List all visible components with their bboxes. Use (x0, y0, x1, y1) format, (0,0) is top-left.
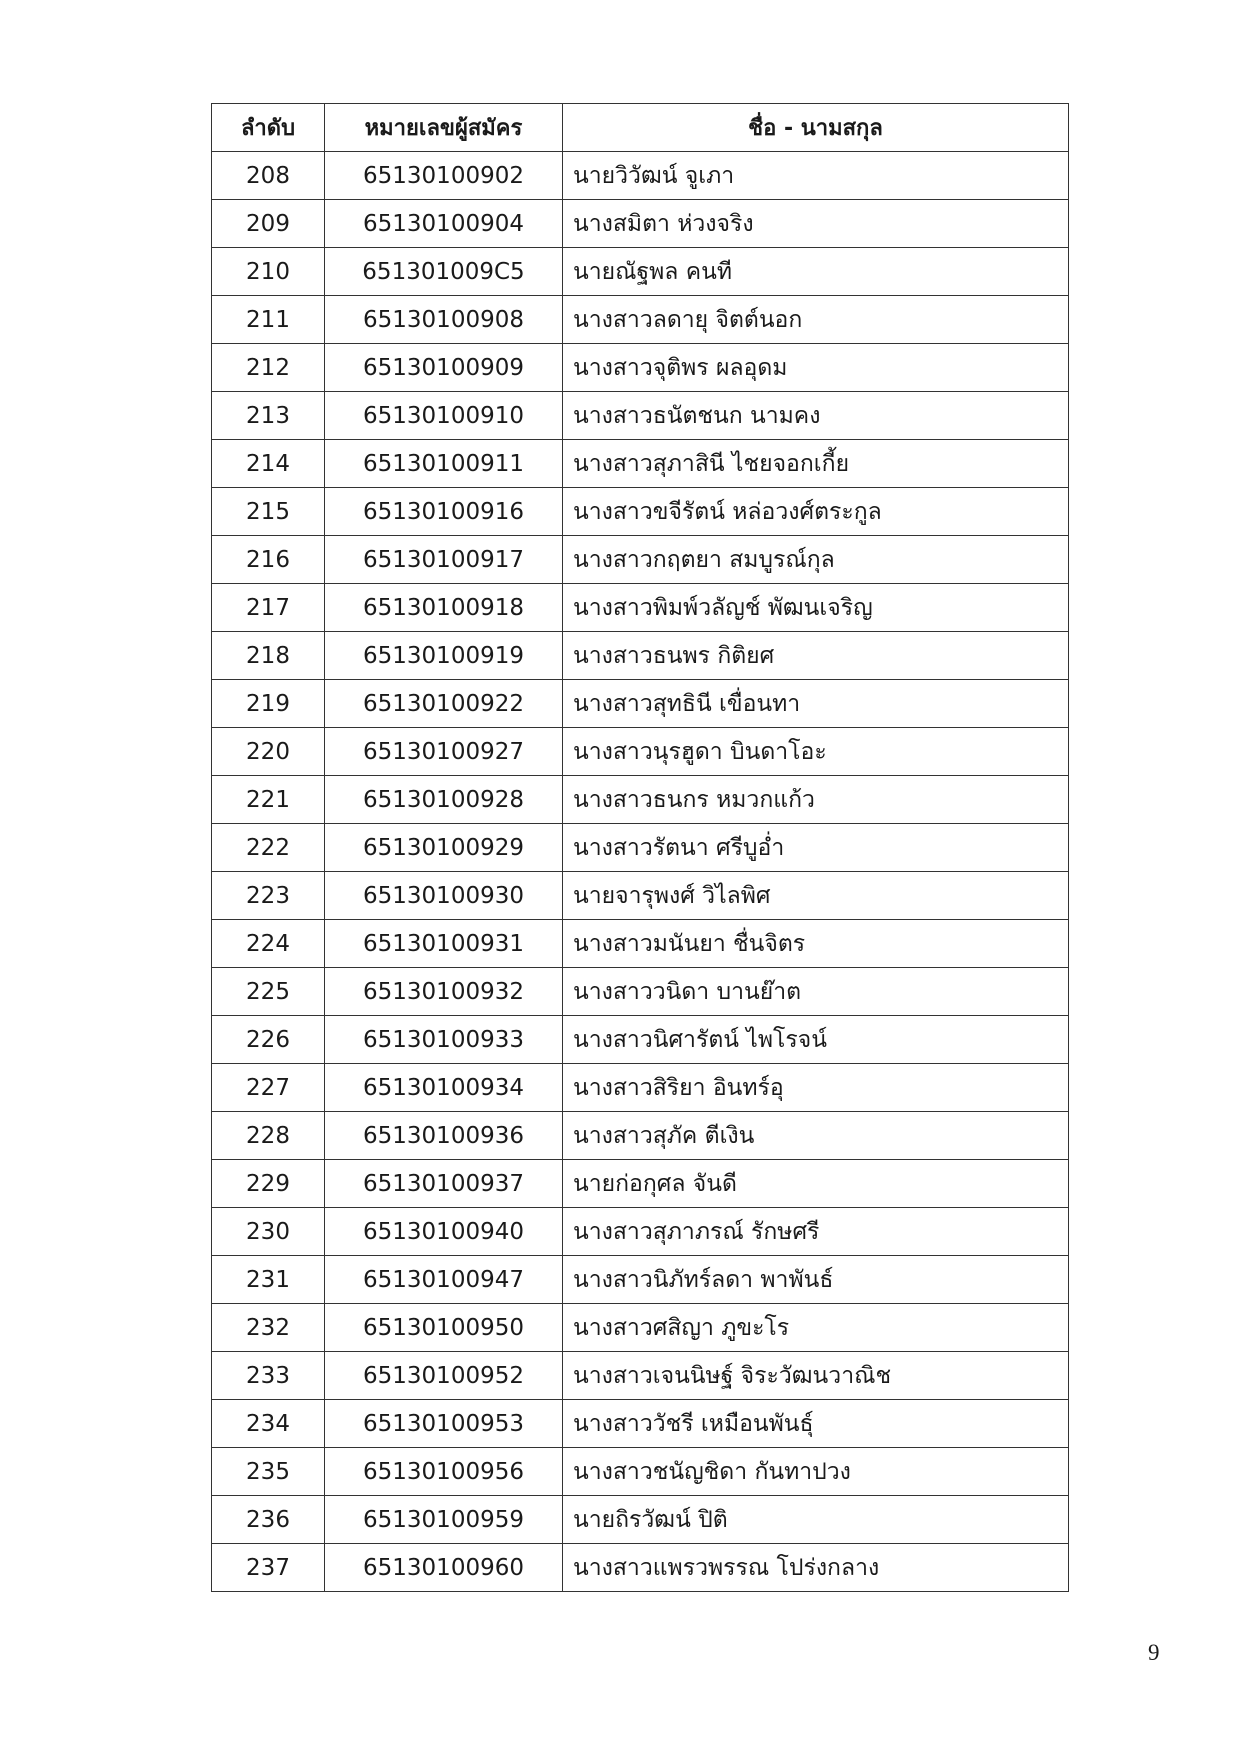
row-applicant-id: 651301009C5 (325, 248, 563, 296)
row-applicant-id: 65130100919 (325, 632, 563, 680)
row-applicant-id: 65130100952 (325, 1352, 563, 1400)
row-seq: 227 (212, 1064, 325, 1112)
row-seq: 231 (212, 1256, 325, 1304)
applicant-table (211, 103, 1069, 1592)
row-applicant-id: 65130100930 (325, 872, 563, 920)
row-applicant-id: 65130100902 (325, 152, 563, 200)
row-applicant-id: 65130100953 (325, 1400, 563, 1448)
table-row (212, 1208, 1069, 1256)
row-full-name: นายณัฐพล คนที (563, 248, 1069, 296)
table-row (212, 920, 1069, 968)
table-row (212, 728, 1069, 776)
table-row (212, 488, 1069, 536)
table-row (212, 1256, 1069, 1304)
header-applicant-id: หมายเลขผู้สมัคร (325, 104, 563, 152)
row-applicant-id: 65130100937 (325, 1160, 563, 1208)
row-seq: 220 (212, 728, 325, 776)
row-full-name: นางสาวธนัตชนก นามคง (563, 392, 1069, 440)
row-applicant-id: 65130100932 (325, 968, 563, 1016)
table-body (212, 152, 1069, 1592)
row-full-name: นางสาวเจนนิษฐ์ จิระวัฒนวาณิช (563, 1352, 1069, 1400)
table-row (212, 968, 1069, 1016)
row-seq: 211 (212, 296, 325, 344)
row-seq: 219 (212, 680, 325, 728)
table-row (212, 680, 1069, 728)
table-row (212, 296, 1069, 344)
row-full-name: นายวิวัฒน์ จูเภา (563, 152, 1069, 200)
table-row (212, 1448, 1069, 1496)
row-applicant-id: 65130100931 (325, 920, 563, 968)
row-applicant-id: 65130100936 (325, 1112, 563, 1160)
row-full-name: นางสาวพิมพ์วลัญช์ พัฒนเจริญ (563, 584, 1069, 632)
table-row (212, 344, 1069, 392)
row-applicant-id: 65130100950 (325, 1304, 563, 1352)
row-seq: 230 (212, 1208, 325, 1256)
row-full-name: นายถิรวัฒน์ ปิติ (563, 1496, 1069, 1544)
table-row (212, 1496, 1069, 1544)
row-applicant-id: 65130100934 (325, 1064, 563, 1112)
table-row (212, 200, 1069, 248)
row-applicant-id: 65130100928 (325, 776, 563, 824)
row-seq: 216 (212, 536, 325, 584)
row-seq: 221 (212, 776, 325, 824)
table-row (212, 1160, 1069, 1208)
row-seq: 235 (212, 1448, 325, 1496)
row-full-name: นางสาวนิภัทร์ลดา พาพันธ์ (563, 1256, 1069, 1304)
row-applicant-id: 65130100910 (325, 392, 563, 440)
row-applicant-id: 65130100956 (325, 1448, 563, 1496)
row-full-name: นางสาวจุติพร ผลอุดม (563, 344, 1069, 392)
row-full-name: นางสาวสุภัค ตีเงิน (563, 1112, 1069, 1160)
row-applicant-id: 65130100959 (325, 1496, 563, 1544)
table-row (212, 248, 1069, 296)
row-applicant-id: 65130100918 (325, 584, 563, 632)
row-full-name: นายก่อกุศล จันดี (563, 1160, 1069, 1208)
header-full-name: ชื่อ - นามสกุล (563, 104, 1069, 152)
row-seq: 223 (212, 872, 325, 920)
row-full-name: นางสาวรัตนา ศรีบูอ่ำ (563, 824, 1069, 872)
row-full-name: นางสาววนิดา บานย๊าต (563, 968, 1069, 1016)
header-seq: ลำดับ (212, 104, 325, 152)
table-row (212, 872, 1069, 920)
row-applicant-id: 65130100947 (325, 1256, 563, 1304)
table-row (212, 584, 1069, 632)
row-seq: 233 (212, 1352, 325, 1400)
row-full-name: นางสาวชนัญชิดา กันทาปวง (563, 1448, 1069, 1496)
row-applicant-id: 65130100904 (325, 200, 563, 248)
table-row (212, 1544, 1069, 1592)
row-applicant-id: 65130100940 (325, 1208, 563, 1256)
row-seq: 228 (212, 1112, 325, 1160)
table-row (212, 152, 1069, 200)
row-full-name: นางสาวมนันยา ชื่นจิตร (563, 920, 1069, 968)
row-full-name: นางสาวนุรฮูดา บินดาโอะ (563, 728, 1069, 776)
row-seq: 229 (212, 1160, 325, 1208)
row-seq: 236 (212, 1496, 325, 1544)
row-applicant-id: 65130100916 (325, 488, 563, 536)
row-seq: 225 (212, 968, 325, 1016)
table-row (212, 1400, 1069, 1448)
row-seq: 222 (212, 824, 325, 872)
row-full-name: นางสาวธนพร กิติยศ (563, 632, 1069, 680)
row-full-name: นางสาววัชรี เหมือนพันธุ์ (563, 1400, 1069, 1448)
row-full-name: นางสาวสิริยา อินทร์อุ (563, 1064, 1069, 1112)
row-applicant-id: 65130100960 (325, 1544, 563, 1592)
table-row (212, 1112, 1069, 1160)
row-full-name: นางสาวศสิญา ภูขะโร (563, 1304, 1069, 1352)
row-full-name: นางสาวกฤตยา สมบูรณ์กุล (563, 536, 1069, 584)
row-full-name: นางสาวนิศารัตน์ ไพโรจน์ (563, 1016, 1069, 1064)
row-full-name: นางสาวสุทธินี เขื่อนทา (563, 680, 1069, 728)
row-applicant-id: 65130100917 (325, 536, 563, 584)
table-header-row (212, 104, 1069, 152)
table-row (212, 392, 1069, 440)
row-seq: 210 (212, 248, 325, 296)
row-seq: 209 (212, 200, 325, 248)
page-number: 9 (1148, 1640, 1160, 1665)
table-row (212, 632, 1069, 680)
table-row (212, 536, 1069, 584)
row-applicant-id: 65130100909 (325, 344, 563, 392)
row-applicant-id: 65130100922 (325, 680, 563, 728)
row-full-name: นายจารุพงศ์ วิไลพิศ (563, 872, 1069, 920)
row-seq: 218 (212, 632, 325, 680)
row-seq: 237 (212, 1544, 325, 1592)
row-seq: 226 (212, 1016, 325, 1064)
table-row (212, 776, 1069, 824)
row-full-name: นางสาวลดายุ จิตต์นอก (563, 296, 1069, 344)
row-applicant-id: 65130100933 (325, 1016, 563, 1064)
table-row (212, 1016, 1069, 1064)
row-applicant-id: 65130100929 (325, 824, 563, 872)
row-full-name: นางสมิตา ห่วงจริง (563, 200, 1069, 248)
row-full-name: นางสาวธนกร หมวกแก้ว (563, 776, 1069, 824)
row-seq: 214 (212, 440, 325, 488)
table-row (212, 1064, 1069, 1112)
row-applicant-id: 65130100911 (325, 440, 563, 488)
row-applicant-id: 65130100908 (325, 296, 563, 344)
row-full-name: นางสาวสุภาสินี ไชยจอกเกี้ย (563, 440, 1069, 488)
row-full-name: นางสาวสุภาภรณ์ รักษศรี (563, 1208, 1069, 1256)
table-row (212, 1352, 1069, 1400)
row-seq: 212 (212, 344, 325, 392)
row-applicant-id: 65130100927 (325, 728, 563, 776)
row-seq: 215 (212, 488, 325, 536)
row-full-name: นางสาวขจีรัตน์ หล่อวงศ์ตระกูล (563, 488, 1069, 536)
row-seq: 217 (212, 584, 325, 632)
row-seq: 224 (212, 920, 325, 968)
row-full-name: นางสาวแพรวพรรณ โปร่งกลาง (563, 1544, 1069, 1592)
row-seq: 232 (212, 1304, 325, 1352)
row-seq: 213 (212, 392, 325, 440)
row-seq: 208 (212, 152, 325, 200)
row-seq: 234 (212, 1400, 325, 1448)
table-row (212, 440, 1069, 488)
table-row (212, 1304, 1069, 1352)
table-row (212, 824, 1069, 872)
